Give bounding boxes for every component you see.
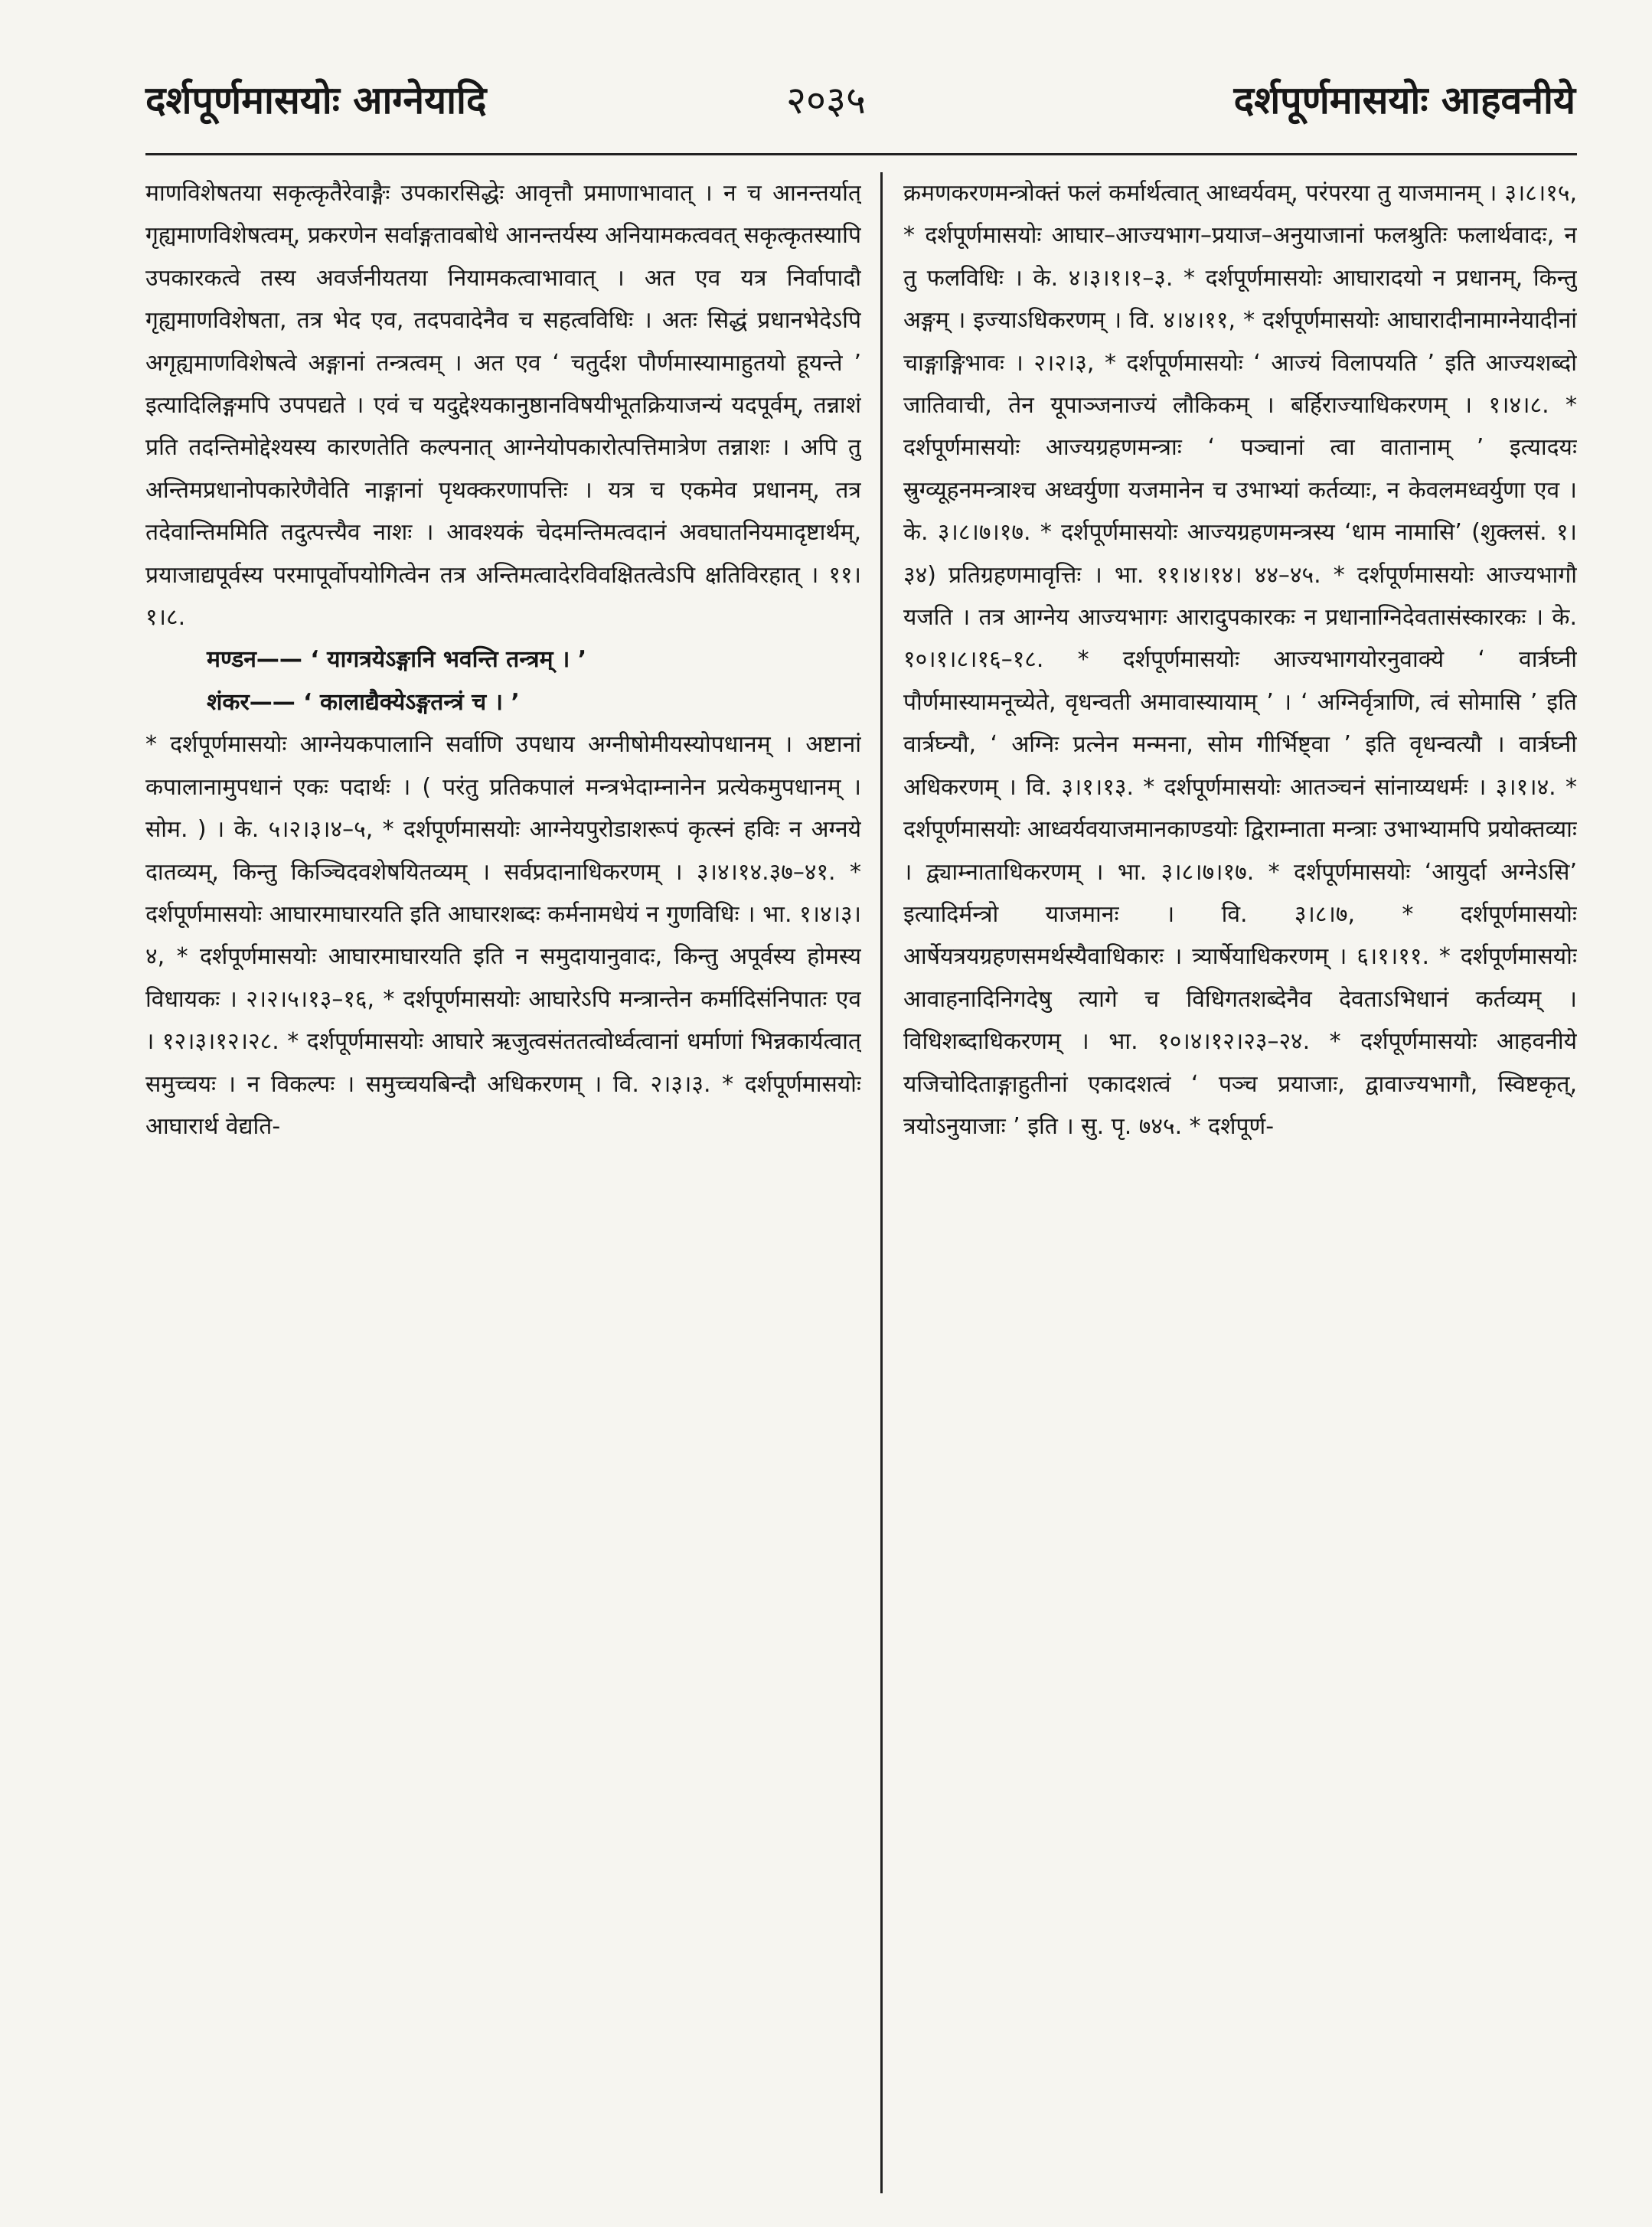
quote-shankara: शंकर—— ‘ कालाद्यैक्येऽङ्गतन्त्रं च । ’: [207, 688, 520, 716]
right-column: [903, 172, 1577, 2201]
left-paragraph-2: * दर्शपूर्णमासयोः आग्नेयकपालानि सर्वाणि उपधाय अग्नीषोमीयस्योपधानम् । अष्टानां कपालानामुपधानं एकः पदार्थः । ( परंतु प्रतिकपालं मन्त्रभेदाम्नानेन प्रत्येकमुपधानम् । सोम. ) । के. ५।२।३।४–५, * दर्शपूर्णमासयोः आग्नेयपुरोडाशरूपं कृत्स्नं हविः न अग्नये दातव्यम्, किन्तु किञ्चिदवशेषयितव्यम् । सर्वप्रदानाधिकरणम् । ३।४।१४.३७–४१. * दर्शपूर्णमासयोः आघारमाघारयति इति आघारशब्दः कर्मनामधेयं न गुणविधिः । भा. १।४।३।४, * दर्शपूर्णमासयोः आघारमाघारयति इति न समुदायानुवादः, किन्तु अपूर्वस्य होमस्य विधायकः । २।२।५।१३–१६, * दर्शपूर्णमासयोः आघारेऽपि मन्त्रान्तेन कर्मादिसंनिपातः एव । १२।३।१२।२८. * दर्शपूर्णमासयोः आघारे ऋजुत्वसंततत्वोर्ध्वत्वानां धर्माणां भिन्नकार्यत्वात् समुच्चयः । न विकल्पः । समुच्चयबिन्दौ अधिकरणम् । वि. २।३।३. * दर्शपूर्णमासयोः आघारार्थ वेद्यति-: [145, 731, 861, 1140]
running-head-left: दर्शपूर्णमासयोः आग्नेयादि: [145, 78, 487, 122]
left-paragraph-1: माणविशेषतया सकृत्कृतैरेवाङ्गैः उपकारसिद्धेः आवृत्तौ प्रमाणाभावात् । न च आनन्तर्यात् गृह्यमाणविशेषत्वम्, प्रकरणेन सर्वाङ्गतावबोधे आनन्तर्यस्य अनियामकत्ववत् सकृत्कृतस्यापि उपकारकत्वे तस्य अवर्जनीयतया नियामकत्वाभावात् । अत एव यत्र निर्वापादौ गृह्यमाणविशेषता, तत्र भेद एव, तदपवादेनैव च सहत्वविधिः । अतः सिद्धं प्रधानभेदेऽपि अगृह्यमाणविशेषत्वे अङ्गानां तन्त्रत्वम् । अत एव ‘ चतुर्दश पौर्णमास्यामाहुतयो हूयन्ते ’ इत्यादिलिङ्गमपि उपपद्यते । एवं च यदुद्देश्यकानुष्ठानविषयीभूतक्रियाजन्यं यदपूर्वम्, तन्नाशं प्रति तदन्तिमोद्देश्यस्य कारणतेति कल्पनात् आग्नेयोपकारोत्पत्तिमात्रेण तन्नाशः । अपि तु अन्तिमप्रधानोपकारेणैवेति नाङ्गानां पृथक्करणापत्तिः । यत्र च एकमेव प्रधानम्, तत्र तदेवान्तिममिति तदुत्पत्त्यैव नाशः । आवश्यकं चेदमन्तिमत्वदानं अवघातनियमादृष्टार्थम्, प्रयाजाद्यपूर्वस्य परमापूर्वोपयोगित्वेन तत्र अन्तिमत्वादेरविवक्षितत्वेऽपि क्षतिविरहात् । ११।१।८.: [145, 180, 861, 632]
right-paragraph-1: क्रमणकरणमन्त्रोक्तं फलं कर्मार्थत्वात् आध्वर्यवम्, परंपरया तु याजमानम् । ३।८।१५, * दर्शपूर्णमासयोः आघार–आज्यभाग–प्रयाज–अनुयाजानां फलश्रुतिः फलार्थवादः, न तु फलविधिः । के. ४।३।१।१–३. * दर्शपूर्णमासयोः आघारादयो न प्रधानम्, किन्तु अङ्गम् । इज्याऽधिकरणम् । वि. ४।४।११, * दर्शपूर्णमासयोः आघारादीनामाग्नेयादीनां चाङ्गाङ्गिभावः । २।२।३, * दर्शपूर्णमासयोः ‘ आज्यं विलापयति ’ इति आज्यशब्दो जातिवाची, तेन यूपाञ्जनाज्यं लौकिकम् । बर्हिराज्याधिकरणम् । १।४।८. * दर्शपूर्णमासयोः आज्यग्रहणमन्त्राः ‘ पञ्चानां त्वा वातानाम् ’ इत्यादयः स्रुग्व्यूहनमन्त्राश्च अध्वर्युणा यजमानेन च उभाभ्यां कर्तव्याः, न केवलमध्वर्युणा एव । के. ३।८।७।१७. * दर्शपूर्णमासयोः आज्यग्रहणमन्त्रस्य ‘धाम नामासि’ (शुक्लसं. १।३४) प्रतिग्रहणमावृत्तिः । भा. ११।४।१४। ४४–४५. * दर्शपूर्णमासयोः आज्यभागौ यजति । तत्र आग्नेय आज्यभागः आरादुपकारकः न प्रधानाग्निदेवतासंस्कारकः । के. १०।१।८।१६–१८. * दर्शपूर्णमासयोः आज्यभागयोरनुवाक्ये ‘ वार्त्रघ्नी पौर्णमास्यामनूच्येते, वृधन्वती अमावास्यायाम् ’ । ‘ अग्निर्वृत्राणि, त्वं सोमासि ’ इति वार्त्रघ्न्यौ, ‘ अग्निः प्रत्नेन मन्मना, सोम गीर्भिष्ट्वा ’ इति वृधन्वत्यौ । वार्त्रघ्नी अधिकरणम् । वि. ३।१।१३. * दर्शपूर्णमासयोः आतञ्चनं सांनाय्यधर्मः । ३।१।४. * दर्शपूर्णमासयोः आध्वर्यवयाजमानकाण्डयोः द्विराम्नाता मन्त्राः उभाभ्यामपि प्रयोक्तव्याः । द्व्याम्नाताधिकरणम् । भा. ३।८।७।१७. * दर्शपूर्णमासयोः ‘आयुर्दा अग्नेऽसि’ इत्यादिर्मन्त्रो याजमानः । वि. ३।८।७, * दर्शपूर्णमासयोः आर्षेयत्रयग्रहणसमर्थस्यैवाधिकारः । त्र्यार्षेयाधिकरणम् । ६।१।११. * दर्शपूर्णमासयोः आवाहनादिनिगदेषु त्यागे च विधिगतशब्देनैव देवताऽभिधानं कर्तव्यम् । विधिशब्दाधिकरणम् । भा. १०।४।१२।२३–२४. * दर्शपूर्णमासयोः आहवनीये यजिचोदिताङ्गाहुतीनां एकादशत्वं ‘ पञ्च प्रयाजाः, द्वावाज्यभागौ, स्विष्टकृत्, त्रयोऽनुयाजाः ’ इति । सु. पृ. ७४५. * दर्शपूर्ण-: [903, 180, 1577, 1140]
left-column: [145, 172, 861, 2201]
page-number: २०३५: [786, 78, 866, 122]
page-header: [0, 0, 1652, 153]
header-rule: [145, 153, 1577, 155]
column-divider: [880, 172, 883, 2193]
running-head-right: दर्शपूर्णमासयोः आहवनीये: [1233, 78, 1575, 122]
quote-mandana: मण्डन—— ‘ यागत्रयेऽङ्गानि भवन्ति तन्त्रम् । ’: [207, 646, 587, 674]
